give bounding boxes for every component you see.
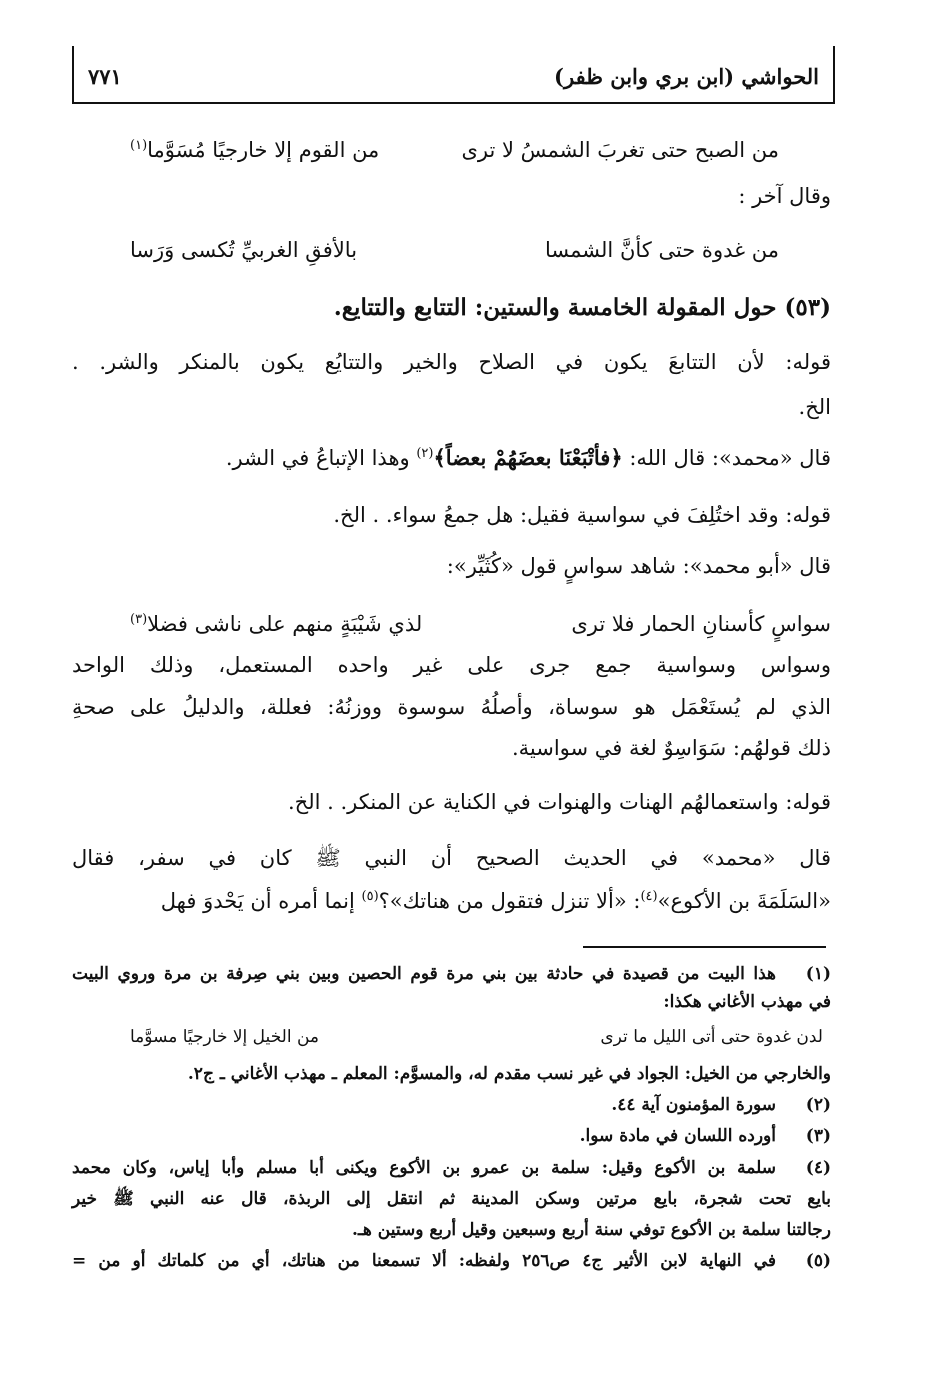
verse1-right-hemistich: من الصبح حتى تغربَ الشمسُ لا ترى	[461, 138, 779, 162]
verse2-left-hemistich: بالأفقِ الغربيِّ تُكسى وَرَسا	[130, 238, 358, 262]
footnote-text: سورة المؤمنون آية ٤٤.	[611, 1095, 776, 1115]
footnote-text: في النهاية لابن الأثير ج٤ ص٢٥٦ ولفظه: ألا تسمعنا من هناتك، أي من كلماتك أو من =	[72, 1251, 776, 1271]
footnote-number: (٤)	[805, 1158, 831, 1178]
footnote-text: بايع تحت شجرة، بايع مرتين وسكن المدينة ثم انتقل إلى الربذة، قال عنه النبي ﷺ خير	[72, 1189, 831, 1209]
paragraph-line: الذي لم يُستَعْمَل هو سوساة، وأصلُهُ سوسوة ووزنُهُ: فعللة، والدليلُ على صحةِ	[72, 695, 831, 719]
footnote-number: (٢)	[805, 1095, 831, 1115]
footnote-verse-left: من الخيل إلا خارجيًا مسوَّما	[130, 1027, 320, 1047]
section-heading: (٥٣) حول المقولة الخامسة والستين: التتابع والتتايع.	[333, 294, 831, 321]
footnote-ref-4: (٤)	[640, 889, 658, 904]
footnote-number: (٣)	[805, 1126, 831, 1146]
footnote-number: (١)	[805, 964, 831, 984]
footnote-text: هذا البيت من قصيدة في حادثة بين بني مرة قوم الحصين وبين بني صِرفة بن مرة وروي البيت	[72, 964, 776, 984]
paragraph-line: قوله: واستعمالهُم الهنات والهنوات في الكناية عن المنكر. . الخ.	[287, 790, 831, 814]
footnote-text: والخارجي من الخيل: الجواد في غير نسب مقدم له، والمسوَّم: المعلم ـ مهذب الأغاني ـ ج٢.	[187, 1064, 831, 1084]
paragraph-line: ذلك قولهُم: سَوَاسِوٌ لغة في سواسية.	[511, 736, 831, 760]
paragraph-line: قال «محمد» في الحديث الصحيح أن النبي ﷺ كان في سفر، فقال	[72, 846, 831, 870]
footnote-number: (٥)	[805, 1251, 831, 1271]
footnote-ref-2: (٢)	[416, 446, 434, 461]
footnote-verse-right: لدن غدوة حتى أتى الليل ما ترى	[600, 1027, 823, 1047]
header-title: الحواشي (ابن بري وابن ظفر)	[554, 64, 819, 89]
footnote-separator	[583, 946, 826, 948]
paragraph-line: الخ.	[798, 395, 831, 419]
verse3-right-hemistich: سواسٍ كأسنانِ الحمار فلا ترى	[571, 612, 831, 636]
verse3-left-hemistich: لذي شَيْبَةٍ منهم على ناشى فضلا$^{(٣)}$	[130, 612, 423, 636]
paragraph-line: قوله: لأن التتابعَ يكون في الصلاح والخير والتتايُع يكون بالمنكر والشر. .	[72, 350, 831, 374]
verse1-left-hemistich: من القوم إلا خارجيًا مُسَوَّما$^{(١)}$	[130, 138, 380, 162]
quran-quote: ﴿فأتْبَعْنَا بعضَهُمْ بعضاً﴾	[433, 445, 623, 470]
footnote-text: سلمة بن الأكوع وقيل: سلمة بن عمرو بن الأكوع ويكنى أبا مسلم وأبا إياس، وكان محمد	[72, 1158, 776, 1178]
footnote-text: رجالتنا سلمة بن الأكوع توفي سنة أربع وسبعين وقيل أربع وستين هـ.	[352, 1220, 831, 1240]
footnote-ref-1: (١)	[130, 138, 148, 153]
paragraph-line: قوله: وقد اختُلِفَ في سواسية فقيل: هل جمعُ سواء. . الخ.	[333, 503, 831, 527]
text-line: وقال آخر :	[738, 184, 831, 208]
paragraph-line: «السَلَمَةَ بن الأكوع»$^{(٤)}$: «ألا تنزل فتقول من هناتك»؟$^{(٥)}$ إنما أمره أن يَحْدوَ فهل	[160, 889, 831, 913]
paragraph-line: وسواس وسواسية جمع جرى على غير واحده المستعمل، وذلك الواحد	[72, 653, 831, 677]
paragraph-line: قال «أبو محمد»: شاهد سواسٍ قول «كُثَيِّر»:	[446, 554, 831, 578]
footnote-text: في مهذب الأغاني هكذا:	[663, 992, 831, 1012]
paragraph-line: قال «محمد»: قال الله: ﴿فأتْبَعْنَا بعضَهُمْ بعضاً﴾$^{(٢)}$ وهذا الإتباعُ في الشر.	[225, 445, 831, 470]
footnote-ref-5: (٥)	[361, 889, 379, 904]
footnote-ref-3: (٣)	[130, 612, 148, 627]
footnote-text: أورده اللسان في مادة سوا.	[579, 1126, 776, 1146]
page-number: ٧٧١	[88, 64, 122, 89]
verse2-right-hemistich: من غدوة حتى كأنَّ الشمسا	[545, 238, 779, 262]
running-header	[72, 46, 835, 104]
